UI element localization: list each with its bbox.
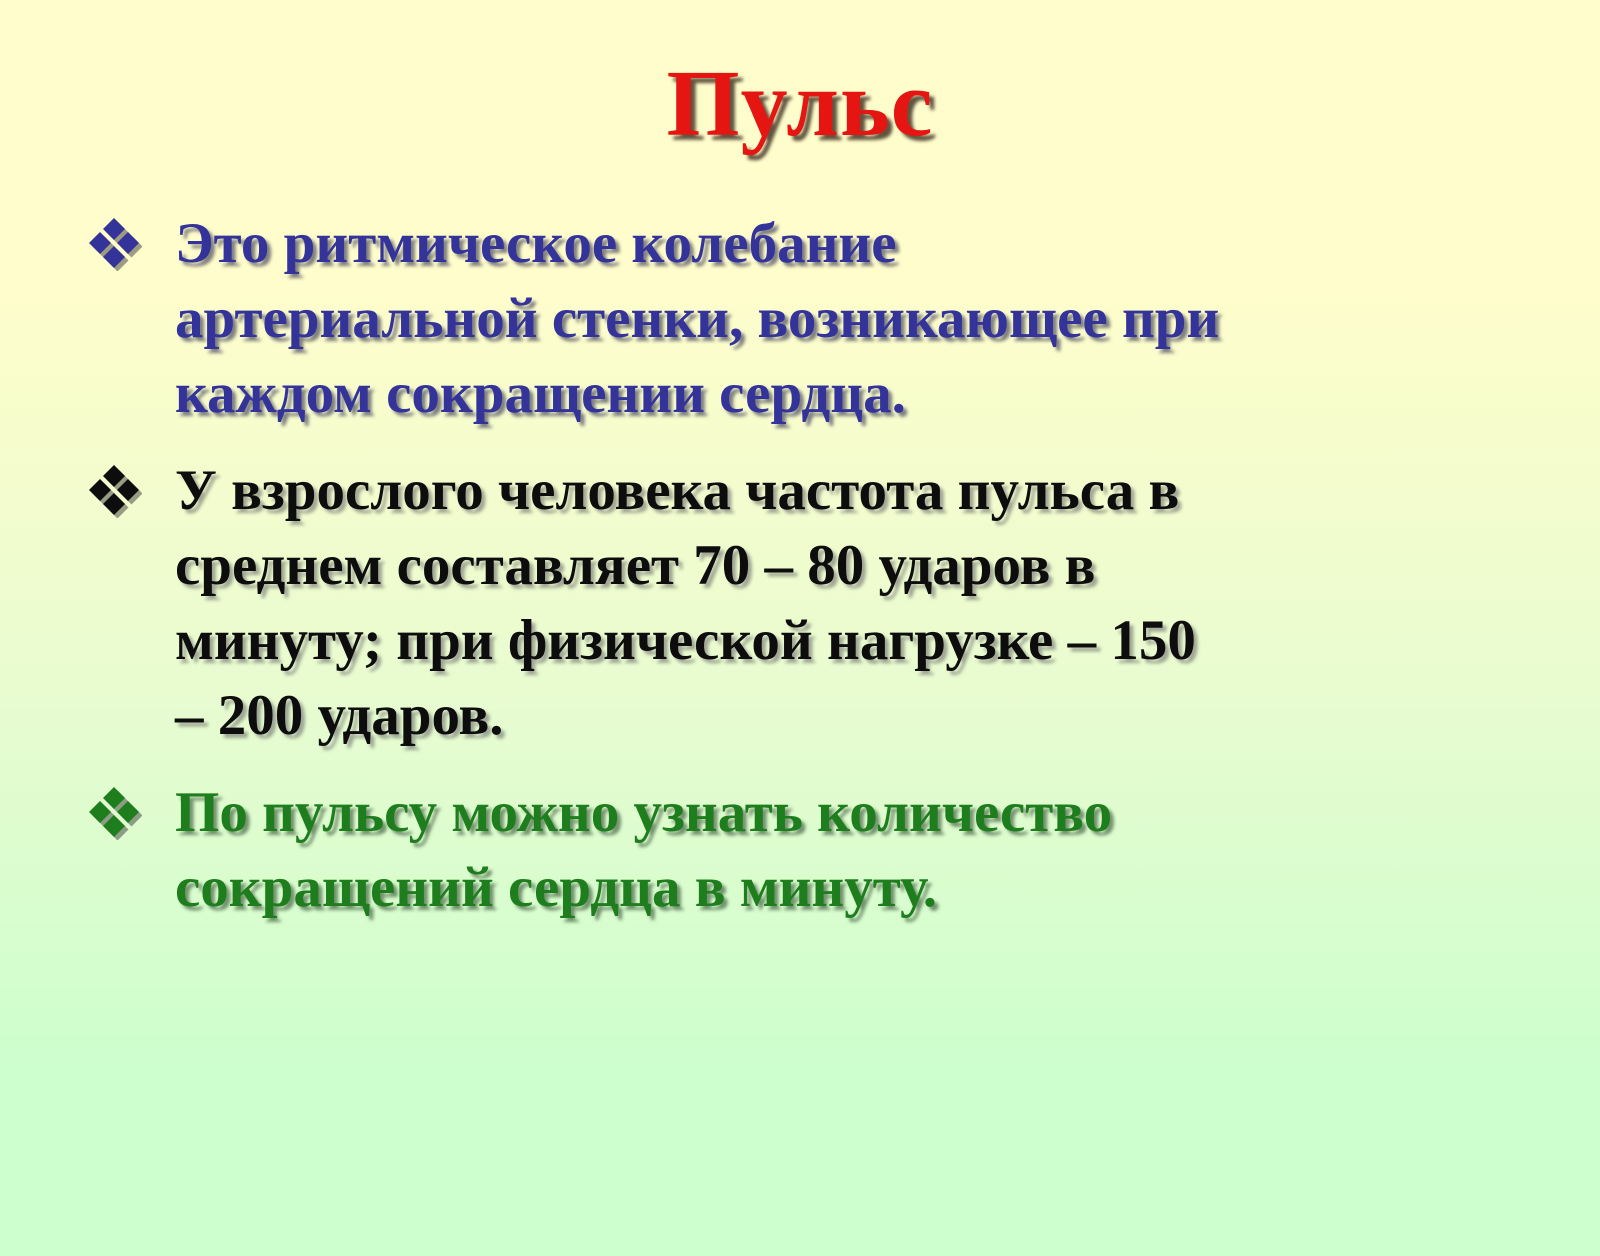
slide-title: Пульс (666, 52, 934, 156)
text-line: – 200 ударов. (175, 683, 504, 747)
text-line: среднем составляет 70 – 80 ударов в (175, 533, 1096, 597)
text-line: минуту; при физической нагрузке – 150 (175, 608, 1196, 672)
text-line: каждом сокращении сердца. (175, 361, 906, 425)
text-line: У взрослого человека частота пульса в (175, 458, 1180, 522)
text-line: сокращений сердца в минуту. (175, 855, 938, 919)
diamond-bullet-icon (86, 462, 142, 518)
text-line: По пульсу можно узнать количество (175, 780, 1113, 844)
bullet-list (0, 206, 1600, 925)
bullet-item (0, 453, 1600, 753)
text-line: артериальной стенки, возникающее при (175, 286, 1220, 350)
bullet-item (0, 206, 1600, 431)
text-line: Это ритмическое колебание (175, 211, 897, 275)
diamond-bullet-icon (86, 215, 142, 271)
diamond-bullet-icon (86, 784, 142, 840)
slide (0, 52, 1600, 1256)
bullet-item (0, 775, 1600, 925)
